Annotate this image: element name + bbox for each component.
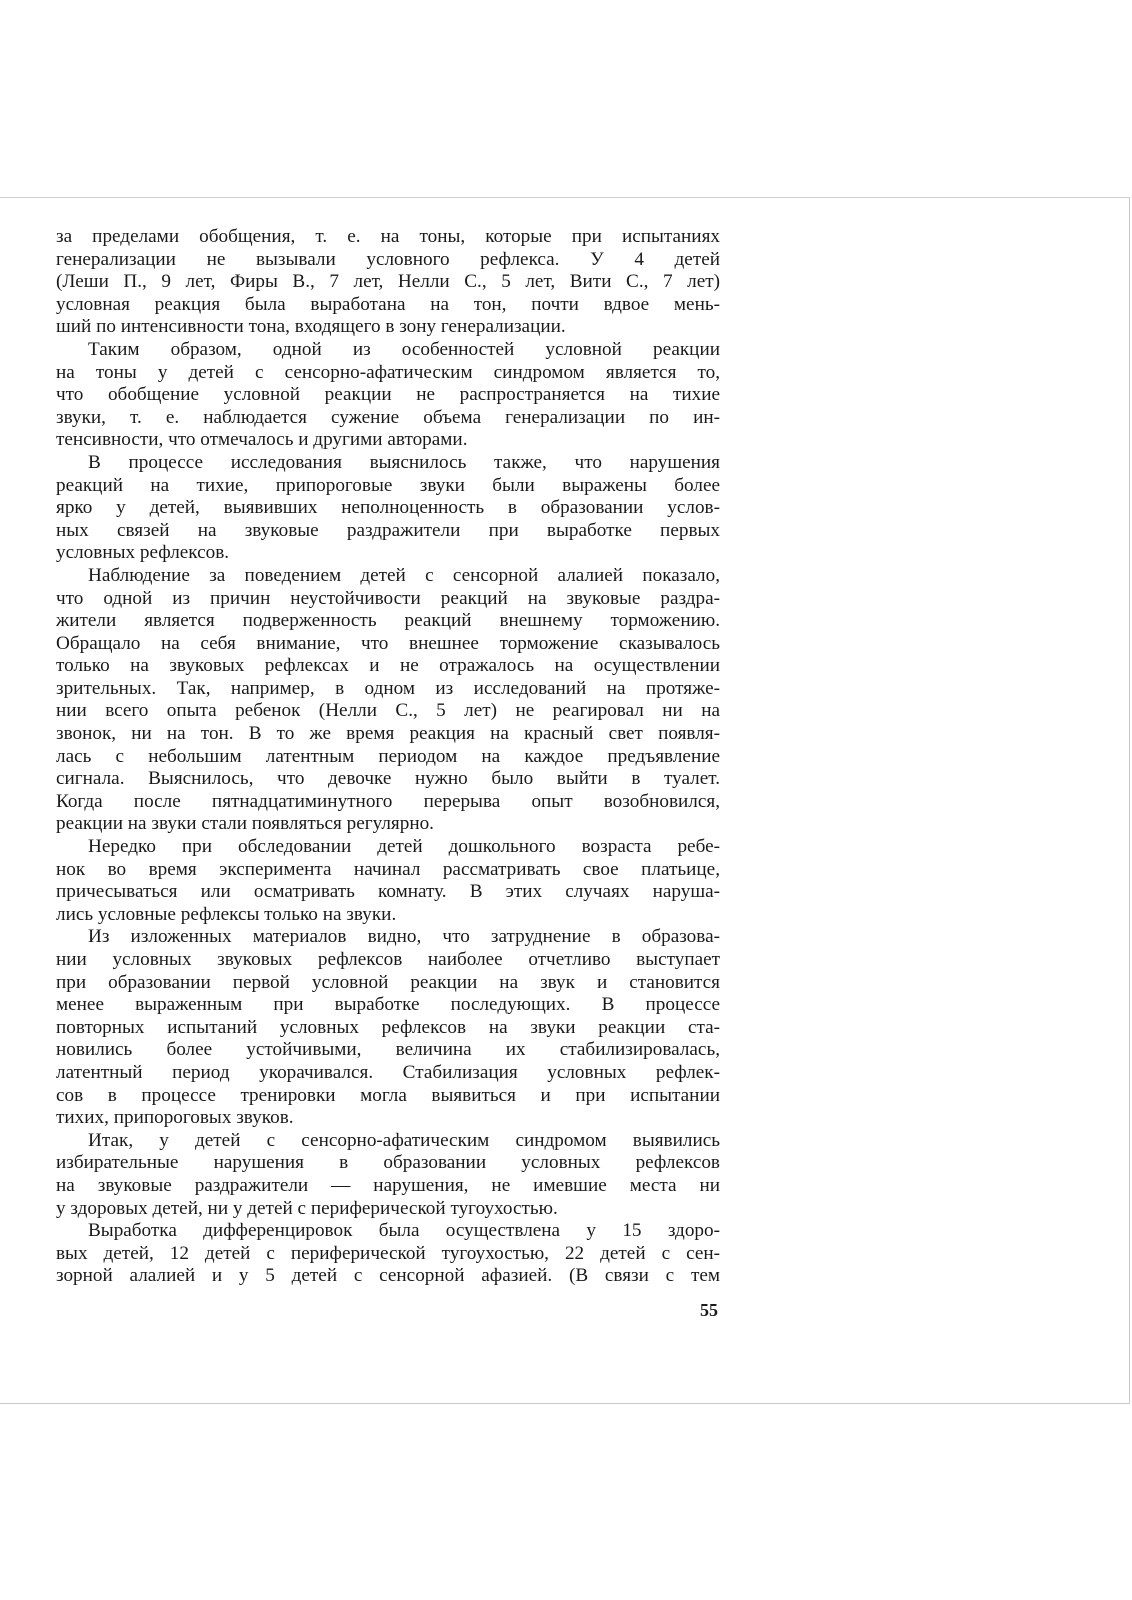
text-line: условная реакция была выработана на тон, почти вдвое мень- <box>56 293 720 315</box>
text-line: латентный период укорачивался. Стабилизация условных рефлек- <box>56 1061 720 1083</box>
text-line: на тоны у детей с сенсорно-афатическим синдромом является то, <box>56 361 720 383</box>
text-line: тенсивности, что отмечалось и другими авторами. <box>56 429 468 451</box>
text-line: Нередко при обследовании детей дошкольного возраста ребе- <box>88 836 720 858</box>
text-line: при образовании первой условной реакции на звук и становится <box>56 971 720 993</box>
text-line: на звуковые раздражители — нарушения, не имевшие места ни <box>56 1174 720 1196</box>
text-line: повторных испытаний условных рефлексов на звуки реакции ста- <box>56 1016 720 1038</box>
text-line: за пределами обобщения, т. е. на тоны, которые при испытаниях <box>56 226 720 247</box>
text-line: условных рефлексов. <box>56 542 230 564</box>
text-line: Из изложенных материалов видно, что затруднение в образова- <box>88 926 720 948</box>
text-line: Итак, у детей с сенсорно-афатическим синдромом выявились <box>88 1129 720 1151</box>
text-line: генерализации не вызывали условного рефлекса. У 4 детей <box>56 248 720 270</box>
text-line: нии всего опыта ребенок (Нелли С., 5 лет) не реагировал ни на <box>56 700 720 722</box>
body-text <box>56 226 720 1288</box>
text-line: ший по интенсивности тона, входящего в зону генерализации. <box>56 316 566 338</box>
text-line: Таким образом, одной из особенностей условной реакции <box>88 338 720 360</box>
text-line: что одной из причин неустойчивости реакций на звуковые раздра- <box>56 587 720 609</box>
text-line: ных связей на звуковые раздражители при выработке первых <box>56 519 720 541</box>
text-line: вых детей, 12 детей с периферической тугоухостью, 22 детей с сен- <box>56 1242 720 1264</box>
text-line: лась с небольшим латентным периодом на каждое предъявление <box>56 745 720 767</box>
text-line: нии условных звуковых рефлексов наиболее отчетливо выступает <box>56 949 720 970</box>
text-line: лись условные рефлексы только на звуки. <box>56 903 397 925</box>
text-line: у здоровых детей, ни у детей с периферической тугоухостью. <box>56 1197 558 1219</box>
text-line: только на звуковых рефлексах и не отражалось на осуществлении <box>56 655 720 677</box>
text-line: что обобщение условной реакции не распространяется на тихие <box>56 384 720 406</box>
text-line: сов в процессе тренировки могла выявиться и при испытании <box>56 1084 720 1106</box>
text-line: новились более устойчивыми, величина их стабилизировалась, <box>56 1039 720 1061</box>
text-line: реакции на звуки стали появляться регулярно. <box>56 813 434 835</box>
text-line: нок во время эксперимента начинал рассматривать свое платьице, <box>56 858 720 880</box>
text-line: В процессе исследования выяснилось также, что нарушения <box>88 451 720 473</box>
text-line: тихих, припороговых звуков. <box>56 1107 294 1129</box>
text-line: причесываться или осматривать комнату. В этих случаях наруша- <box>56 881 720 903</box>
text-line: жители является подверженность реакций внешнему торможению. <box>56 610 720 632</box>
text-line: реакций на тихие, припороговые звуки были выражены более <box>56 474 720 496</box>
text-line: Когда после пятнадцатиминутного перерыва опыт возобновился, <box>56 790 720 812</box>
text-line: сигнала. Выяснилось, что девочке нужно было выйти в туалет. <box>56 768 720 790</box>
text-line: ярко у детей, выявивших неполноценность в образовании услов- <box>56 497 720 519</box>
text-line: звуки, т. е. наблюдается сужение объема генерализации по ин- <box>56 406 720 428</box>
text-line: менее выраженным при выработке последующих. В процессе <box>56 994 720 1016</box>
text-line: зрительных. Так, например, в одном из исследований на протяже- <box>56 677 720 699</box>
page-number: 55 <box>700 1300 718 1320</box>
text-line: звонок, ни на тон. В то же время реакция на красный свет появля- <box>56 723 720 745</box>
text-line: (Леши П., 9 лет, Фиры В., 7 лет, Нелли С., 5 лет, Вити С., 7 лет) <box>56 271 720 293</box>
text-line: Выработка дифференцировок была осуществлена у 15 здоро- <box>88 1220 720 1242</box>
text-line: Обращало на себя внимание, что внешнее торможение сказывалось <box>56 632 720 654</box>
text-line: зорной алалией и у 5 детей с сенсорной афазией. (В связи с тем <box>56 1265 720 1287</box>
text-line: Наблюдение за поведением детей с сенсорной алалией показало, <box>88 564 720 586</box>
text-line: избирательные нарушения в образовании условных рефлексов <box>56 1152 720 1174</box>
